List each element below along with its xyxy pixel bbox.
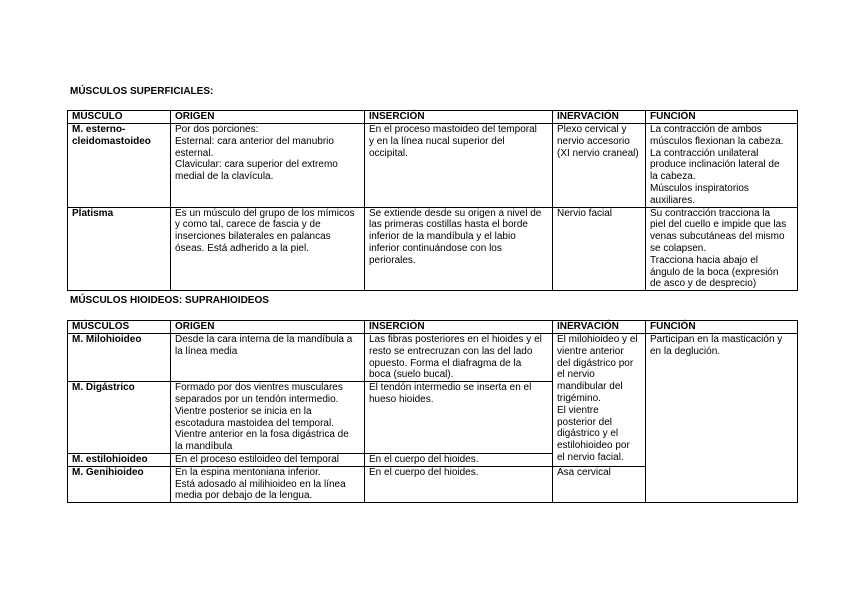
text-line: venas subcutáneas del mismo [650,231,785,243]
cell-origen [171,382,365,454]
text-line: estilohioideo por [557,440,630,452]
cell-origen [171,334,365,382]
cell-origen [171,466,365,502]
cell-musculo [68,334,171,382]
table-row [68,124,798,208]
text-line: Formado por dos vientres musculares [175,382,343,394]
cell-musculo [68,466,171,502]
text-line: inferior de la mandíbula y el labio [369,231,516,243]
text-line: Vientre posterior se inicia en la [175,405,312,417]
text-line: piel del cuello e impide que las [650,219,787,231]
text-line: de asco y de desprecio) [650,278,757,290]
text-line: Es un músculo del grupo de los mímicos [175,207,355,219]
cell-funcion-compartida [646,334,798,503]
text-line: Su contracción tracciona la [650,207,771,219]
cell-insercion [365,382,553,454]
text-line: Por dos porciones: [175,124,259,135]
text-line: auxiliares. [650,194,696,206]
header-insercion: INSERCIÓN [365,111,553,124]
table-hioideos [67,320,798,503]
header-inervacion: INERVACIÓN [553,321,646,334]
text-line: occipital. [369,147,408,159]
text-line: nervio accesorio [557,135,630,147]
text-line: las primeras costillas hasta el borde [369,219,528,231]
text-line: músculos flexionan la cabeza. [650,135,784,147]
text-line: Platisma [72,207,114,219]
text-line: óseas. Está adherido a la piel. [175,242,309,254]
cell-insercion [365,453,553,466]
text-line: M. Digástrico [72,382,135,394]
text-line: M. Milohioideo [72,334,142,345]
text-line: Plexo cervical y [557,124,627,135]
text-line: digástrico y el [557,428,619,440]
table-row [68,207,798,291]
text-line: Participan en la masticación y [650,334,783,345]
text-line: esternal. [175,147,214,159]
header-row [68,321,798,334]
cell-insercion [365,466,553,502]
text-line: la cabeza. [650,171,696,183]
cell-inervacion [553,466,646,502]
header-musculos: MÚSCULOS [68,321,171,334]
text-line: resto se entrecruzan con las del lado [369,345,533,357]
text-line: El tendón intermedio se inserta en el [369,382,532,394]
text-line: y en la línea nucal superior del [369,135,505,147]
text-line: M. estilohioideo [72,453,148,465]
text-line: escotadura mastoidea del temporal. [175,417,334,429]
text-line: Las fibras posteriores en el hioides y el [369,334,542,345]
text-line: cleidomastoideo [72,135,151,147]
text-line: el nervio [557,369,595,381]
text-line: En el cuerpo del hioides. [369,466,479,478]
text-line: Tracciona hacia abajo el [650,254,759,266]
text-line: la mandíbula [175,441,233,453]
header-insercion: INSERCIÓN [365,321,553,334]
cell-insercion [365,334,553,382]
text-line: la línea media [175,345,238,357]
text-line: M. Genihioideo [72,466,144,478]
text-line: ángulo de la boca (expresión [650,266,779,278]
header-funcion: FUNCIÓN [646,111,798,124]
cell-origen [171,207,365,291]
text-line: se colapsen. [650,242,707,254]
text-line: En la espina mentoniana inferior. [175,466,321,478]
text-line: mandibular del [557,381,623,393]
cell-musculo [68,124,171,208]
text-line: La contracción de ambos [650,124,762,135]
text-line: El vientre [557,404,599,416]
text-line: en la deglución. [650,345,721,357]
text-line: produce inclinación lateral de [650,159,780,171]
header-row [68,111,798,124]
text-line: Nervio facial [557,207,613,219]
cell-musculo [68,207,171,291]
text-line: inserciones bilaterales en palancas [175,231,331,243]
text-line: del digástrico por [557,357,634,369]
cell-musculo [68,453,171,466]
text-line: trigémino. [557,392,601,404]
header-inervacion: INERVACIÓN [553,111,646,124]
text-line: Músculos inspiratorios [650,182,749,194]
section-title-superficiales: MÚSCULOS SUPERFICIALES: [70,86,214,97]
text-line: M. esterno- [72,124,126,135]
cell-inervacion [553,124,646,208]
text-line: Asa cervical [557,466,611,478]
text-line: El milohioideo y el [557,334,638,345]
cell-origen [171,124,365,208]
text-line: Desde la cara interna de la mandíbula a [175,334,353,345]
cell-inervacion [553,207,646,291]
text-line: La contracción unilateral [650,147,759,159]
cell-inervacion-compartida [553,334,646,467]
text-line: opuesto. Forma el diafragma de la [369,357,522,369]
text-line: inferior continuándose con los [369,242,502,254]
cell-funcion [646,207,798,291]
header-funcion: FUNCIÓN [646,321,798,334]
text-line: periorales. [369,254,416,266]
text-line: boca (suelo bucal). [369,369,454,381]
cell-musculo [68,382,171,454]
text-line: vientre anterior [557,345,624,357]
text-line: En el proceso estiloideo del temporal [175,453,339,465]
section-title-hioideos: MÚSCULOS HIOIDEOS: SUPRAHIOIDEOS [70,295,269,306]
cell-funcion [646,124,798,208]
text-line: el nervio facial. [557,451,624,463]
text-line: separados por un tendón intermedio. [175,393,339,405]
text-line: hueso hioides. [369,393,434,405]
text-line: (XI nervio craneal) [557,147,639,159]
text-line: medial de la clavícula. [175,171,274,183]
text-line: Clavicular: cara superior del extremo [175,159,338,171]
text-line: En el proceso mastoideo del temporal [369,124,537,135]
text-line: Vientre anterior en la fosa digástrica de [175,429,349,441]
cell-insercion [365,124,553,208]
header-origen: ORIGEN [171,111,365,124]
header-musculo: MÚSCULO [68,111,171,124]
text-line: Está adosado al milihioideo en la línea [175,478,346,490]
text-line: media por debajo de la lengua. [175,490,313,502]
cell-origen [171,453,365,466]
text-line: Se extiende desde su origen a nivel de [369,207,542,219]
text-line: y como tal, carece de fascia y de [175,219,321,231]
text-line: En el cuerpo del hioides. [369,453,479,465]
text-line: Esternal: cara anterior del manubrio [175,135,334,147]
table-row [68,334,798,382]
table-superficiales [67,110,798,291]
cell-insercion [365,207,553,291]
header-origen: ORIGEN [171,321,365,334]
text-line: posterior del [557,416,613,428]
